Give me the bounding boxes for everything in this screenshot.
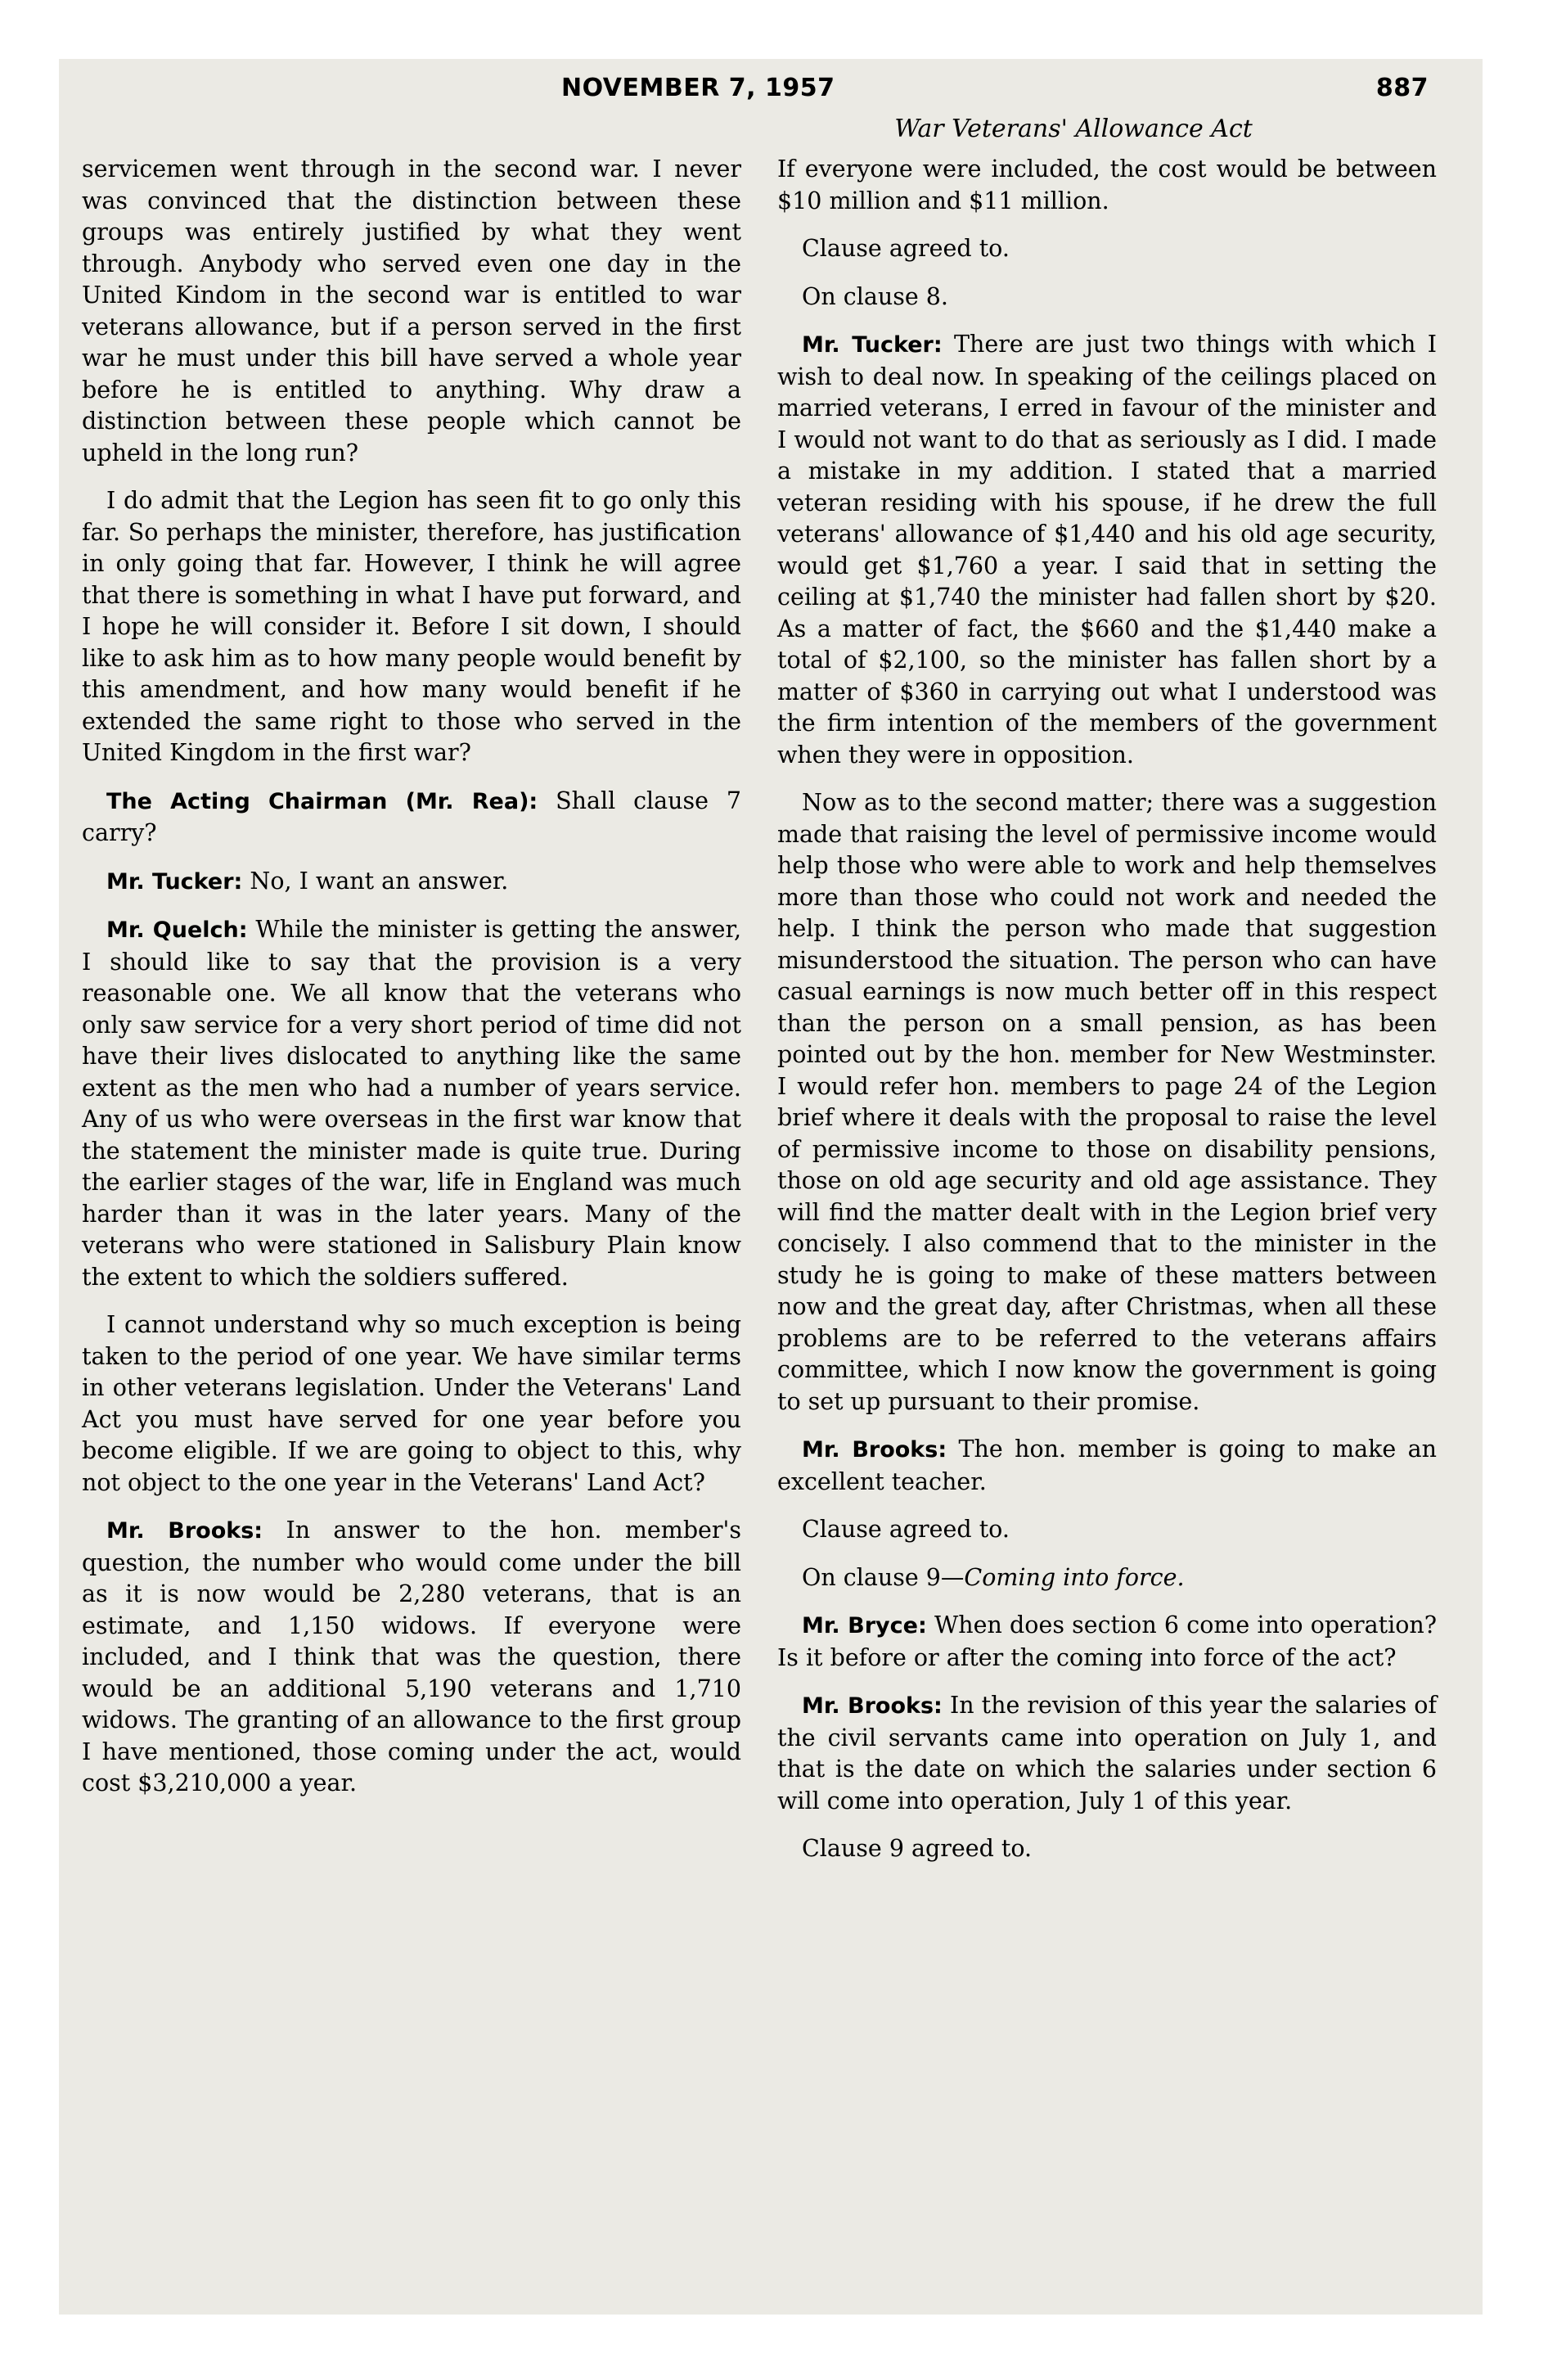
clause-title: Coming into force. bbox=[964, 1563, 1185, 1591]
speech-text: In answer to the hon. member's question, the number who would come under the bill as it is now would be 2,280 veterans, that is an estimate, and 1,150 widows. If everyone were included, and I think that was the question, there would be an additional 5,190 veterans and 1,710 widows. The granting of an allowance to the first group I have mentioned, those coming under the act, would cost $3,210,000 a year. bbox=[82, 1517, 742, 1796]
page-number: 887 bbox=[1375, 74, 1429, 102]
left-column bbox=[82, 154, 741, 1816]
speech-text: Shall clause 7 carry? bbox=[82, 787, 741, 846]
speech bbox=[777, 329, 1437, 771]
speaker-name: Mr. Tucker: bbox=[802, 332, 943, 358]
paragraph: Clause 9 agreed to. bbox=[802, 1835, 1033, 1862]
speech-text: The hon. member is going to make an excellent teacher. bbox=[777, 1436, 1437, 1495]
speech bbox=[82, 866, 741, 899]
right-column bbox=[777, 154, 1437, 1882]
speaker-name: Mr. Quelch: bbox=[106, 917, 248, 943]
clause-lead: On clause 9— bbox=[802, 1563, 965, 1591]
speech bbox=[82, 1515, 741, 1800]
speech-text: In the revision of this year the salaries of the civil servants came into operation on July 1, and that is the date on which the salaries under section 6 will come into operation, July 1 of this year. bbox=[777, 1692, 1438, 1814]
speaker-name: Mr. Brooks: bbox=[106, 1518, 263, 1544]
paragraph: Now as to the second matter; there was a suggestion made that raising the level of permissive income would help those who were able to work and help themselves more than those who could not work and needed the help. I think the person who made that suggestion misunderstood the situation. The person who can have casual earnings is now much better off in this respect than the person on a small pension, as has been pointed out by the hon. member for New Westminster. I would refer hon. members to page 24 of the Legion brief where it deals with the proposal to raise the level of permissive income to those on disability pensions, those on old age security and old age assistance. They will find the matter dealt with in the Legion brief very concisely. I also commend that to the minister in the study he is going to make of these matters between now and the great day, after Christmas, when all these problems are to be referred to the veterans affairs committee, which I now know the government is going to set up pursuant to their promise. bbox=[777, 789, 1437, 1415]
speaker-name: Mr. Brooks: bbox=[802, 1437, 947, 1463]
paragraph bbox=[777, 1562, 1437, 1594]
running-title: War Veterans' Allowance Act bbox=[894, 115, 1253, 143]
speaker-name: Mr. Bryce: bbox=[802, 1613, 927, 1639]
paragraph: Clause agreed to. bbox=[802, 1516, 1010, 1543]
paragraph: I do admit that the Legion has seen fit to go only this far. So perhaps the minister, therefore, has justification in only going that far. However, I think he will agree that there is something in what I have put forward, and I hope he will consider it. Before I sit down, I should like to ask him as to how many people would benefit by this amendment, and how many would benefit if he extended the same right to those who served in the United Kingdom in the first war? bbox=[82, 487, 741, 766]
speech bbox=[82, 786, 741, 850]
speech bbox=[777, 1610, 1437, 1674]
speech bbox=[82, 914, 741, 1293]
speech bbox=[777, 1690, 1437, 1817]
speech-text: There are just two things with which I wish to deal now. In speaking of the ceilings placed on married veterans, I erred in favour of the minister and I would not want to do that as seriously as I did. I made a mistake in my addition. I stated that a married veteran residing with his spouse, if he drew the full veterans' allowance of $1,440 and his old age security, would get $1,760 a year. I said that in setting the ceiling at $1,740 the minister had fallen short by $20. As a matter of fact, the $660 and the $1,440 make a total of $2,100, so the minister has fallen short by a matter of $360 in carrying out what I understood was the firm intention of the members of the government when they were in opposition. bbox=[777, 331, 1437, 769]
speaker-name: Mr. Tucker: bbox=[106, 868, 243, 895]
paragraph: If everyone were included, the cost would be between $10 million and $11 million. bbox=[777, 156, 1437, 214]
speech-text: No, I want an answer. bbox=[250, 867, 509, 895]
speaker-name: The Acting Chairman (Mr. Rea): bbox=[106, 788, 538, 814]
speech-text: While the minister is getting the answer, I should like to say that the provision is a very reasonable one. We all know that the veterans who only saw service for a very short period of time did not have their lives dislocated to anything like the same extent as the men who had a number of years service. Any of us who were overseas in the first war know that the statement the minister made is quite true. During the earlier stages of the war, life in England was much harder than it was in the later years. Many of the veterans who were stationed in Salisbury Plain know the extent to which the soldiers suffered. bbox=[82, 916, 742, 1291]
paragraph: Clause agreed to. bbox=[802, 235, 1010, 262]
paragraph: I cannot understand why so much exception is being taken to the period of one year. We have similar terms in other veterans legislation. Under the Veterans' Land Act you must have served for one year before you become eligible. If we are going to object to this, why not object to the one year in the Veterans' Land Act? bbox=[82, 1311, 741, 1496]
paragraph: servicemen went through in the second war. I never was convinced that the distinction between these groups was entirely justified by what they went through. Anybody who served even one day in the United Kindom in the second war is entitled to war veterans allowance, but if a person served in the first war he must under this bill have served a whole year before he is entitled to anything. Why draw a distinction between these people which cannot be upheld in the long run? bbox=[82, 156, 741, 467]
speech-text: When does section 6 come into operation? Is it before or after the coming into force of the act? bbox=[777, 1611, 1437, 1671]
header-date: NOVEMBER 7, 1957 bbox=[561, 74, 835, 102]
speech bbox=[777, 1434, 1437, 1498]
speaker-name: Mr. Brooks: bbox=[802, 1693, 943, 1719]
paragraph: On clause 8. bbox=[802, 282, 948, 310]
